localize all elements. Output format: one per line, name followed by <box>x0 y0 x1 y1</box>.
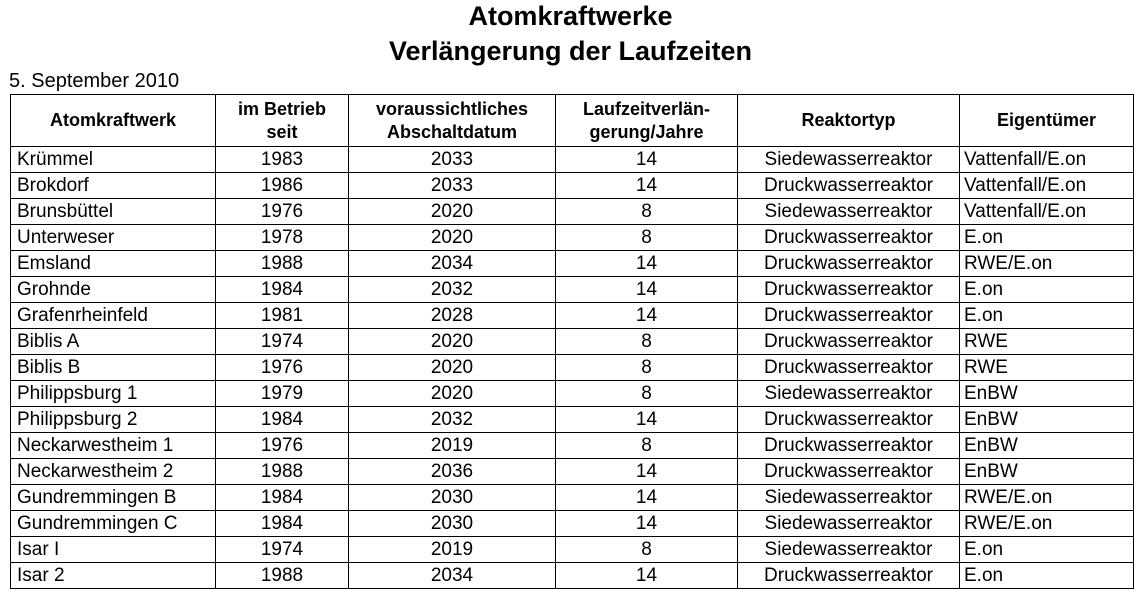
cell-plant: Philippsburg 1 <box>11 381 216 407</box>
cell-owner: Vattenfall/E.on <box>960 199 1134 225</box>
cell-shutdown-date: 2032 <box>349 277 556 303</box>
cell-owner: RWE <box>960 355 1134 381</box>
cell-in-operation-since: 1979 <box>216 381 349 407</box>
cell-plant: Grafenrheinfeld <box>11 303 216 329</box>
cell-reactor-type: Druckwasserreaktor <box>738 355 960 381</box>
cell-extension-years: 14 <box>556 277 738 303</box>
cell-plant: Gundremmingen C <box>11 511 216 537</box>
cell-plant: Neckarwestheim 1 <box>11 433 216 459</box>
cell-owner: E.on <box>960 537 1134 563</box>
cell-shutdown-date: 2032 <box>349 407 556 433</box>
cell-shutdown-date: 2020 <box>349 381 556 407</box>
cell-owner: RWE/E.on <box>960 511 1134 537</box>
cell-extension-years: 8 <box>556 199 738 225</box>
cell-in-operation-since: 1981 <box>216 303 349 329</box>
cell-extension-years: 8 <box>556 329 738 355</box>
cell-reactor-type: Siedewasserreaktor <box>738 147 960 173</box>
document-date: 5. September 2010 <box>9 70 180 92</box>
cell-plant: Biblis B <box>11 355 216 381</box>
cell-extension-years: 14 <box>556 251 738 277</box>
table-row <box>11 381 1134 407</box>
cell-in-operation-since: 1983 <box>216 147 349 173</box>
cell-extension-years: 8 <box>556 433 738 459</box>
cell-shutdown-date: 2033 <box>349 147 556 173</box>
cell-extension-years: 8 <box>556 381 738 407</box>
cell-extension-years: 14 <box>556 485 738 511</box>
cell-extension-years: 8 <box>556 355 738 381</box>
cell-plant: Unterweser <box>11 225 216 251</box>
cell-extension-years: 14 <box>556 303 738 329</box>
table-row <box>11 459 1134 485</box>
cell-shutdown-date: 2030 <box>349 511 556 537</box>
header-shutdown-date: voraussichtliches Abschaltdatum <box>349 95 556 147</box>
table-row <box>11 563 1134 589</box>
cell-in-operation-since: 1984 <box>216 407 349 433</box>
cell-plant: Grohnde <box>11 277 216 303</box>
cell-owner: E.on <box>960 225 1134 251</box>
cell-shutdown-date: 2020 <box>349 355 556 381</box>
cell-in-operation-since: 1988 <box>216 459 349 485</box>
cell-shutdown-date: 2030 <box>349 485 556 511</box>
cell-plant: Philippsburg 2 <box>11 407 216 433</box>
cell-owner: EnBW <box>960 407 1134 433</box>
cell-reactor-type: Siedewasserreaktor <box>738 511 960 537</box>
table-row <box>11 173 1134 199</box>
cell-shutdown-date: 2036 <box>349 459 556 485</box>
cell-in-operation-since: 1988 <box>216 251 349 277</box>
cell-in-operation-since: 1984 <box>216 277 349 303</box>
cell-owner: Vattenfall/E.on <box>960 173 1134 199</box>
table-row <box>11 537 1134 563</box>
cell-reactor-type: Druckwasserreaktor <box>738 329 960 355</box>
cell-extension-years: 14 <box>556 511 738 537</box>
cell-plant: Biblis A <box>11 329 216 355</box>
cell-extension-years: 14 <box>556 147 738 173</box>
header-in-operation-since: im Betrieb seit <box>216 95 349 147</box>
table-row <box>11 407 1134 433</box>
table-row <box>11 225 1134 251</box>
cell-owner: EnBW <box>960 381 1134 407</box>
cell-owner: RWE/E.on <box>960 251 1134 277</box>
cell-reactor-type: Siedewasserreaktor <box>738 537 960 563</box>
cell-owner: EnBW <box>960 459 1134 485</box>
cell-reactor-type: Druckwasserreaktor <box>738 459 960 485</box>
cell-shutdown-date: 2020 <box>349 199 556 225</box>
table-row <box>11 433 1134 459</box>
table-row <box>11 485 1134 511</box>
cell-in-operation-since: 1978 <box>216 225 349 251</box>
cell-shutdown-date: 2034 <box>349 563 556 589</box>
cell-in-operation-since: 1974 <box>216 537 349 563</box>
page-title: Atomkraftwerke <box>468 1 673 31</box>
cell-reactor-type: Druckwasserreaktor <box>738 251 960 277</box>
cell-reactor-type: Druckwasserreaktor <box>738 563 960 589</box>
cell-reactor-type: Druckwasserreaktor <box>738 407 960 433</box>
cell-plant: Krümmel <box>11 147 216 173</box>
table-row <box>11 511 1134 537</box>
cell-shutdown-date: 2033 <box>349 173 556 199</box>
header-reactor-type: Reaktortyp <box>738 95 960 147</box>
cell-extension-years: 14 <box>556 563 738 589</box>
cell-owner: E.on <box>960 303 1134 329</box>
table-row <box>11 251 1134 277</box>
cell-plant: Brunsbüttel <box>11 199 216 225</box>
cell-owner: RWE/E.on <box>960 485 1134 511</box>
cell-reactor-type: Siedewasserreaktor <box>738 381 960 407</box>
cell-plant: Brokdorf <box>11 173 216 199</box>
power-plants-table <box>10 94 1134 589</box>
cell-reactor-type: Druckwasserreaktor <box>738 277 960 303</box>
table-row <box>11 199 1134 225</box>
cell-extension-years: 8 <box>556 225 738 251</box>
cell-in-operation-since: 1988 <box>216 563 349 589</box>
page-subtitle: Verlängerung der Laufzeiten <box>388 36 753 66</box>
cell-owner: EnBW <box>960 433 1134 459</box>
cell-owner: RWE <box>960 329 1134 355</box>
cell-in-operation-since: 1976 <box>216 355 349 381</box>
cell-reactor-type: Siedewasserreaktor <box>738 485 960 511</box>
cell-in-operation-since: 1984 <box>216 511 349 537</box>
cell-reactor-type: Druckwasserreaktor <box>738 225 960 251</box>
cell-extension-years: 14 <box>556 173 738 199</box>
cell-shutdown-date: 2019 <box>349 537 556 563</box>
table-row <box>11 329 1134 355</box>
cell-plant: Emsland <box>11 251 216 277</box>
cell-in-operation-since: 1974 <box>216 329 349 355</box>
cell-reactor-type: Druckwasserreaktor <box>738 303 960 329</box>
cell-plant: Neckarwestheim 2 <box>11 459 216 485</box>
header-owner: Eigentümer <box>960 95 1134 147</box>
cell-in-operation-since: 1984 <box>216 485 349 511</box>
cell-plant: Gundremmingen B <box>11 485 216 511</box>
cell-shutdown-date: 2028 <box>349 303 556 329</box>
header-plant: Atomkraftwerk <box>11 95 216 147</box>
cell-extension-years: 14 <box>556 459 738 485</box>
cell-shutdown-date: 2019 <box>349 433 556 459</box>
cell-extension-years: 14 <box>556 407 738 433</box>
table-row <box>11 277 1134 303</box>
table-header-row <box>11 95 1134 147</box>
cell-extension-years: 8 <box>556 537 738 563</box>
table-row <box>11 303 1134 329</box>
table-row <box>11 147 1134 173</box>
cell-reactor-type: Druckwasserreaktor <box>738 173 960 199</box>
cell-reactor-type: Druckwasserreaktor <box>738 433 960 459</box>
cell-shutdown-date: 2020 <box>349 329 556 355</box>
cell-shutdown-date: 2034 <box>349 251 556 277</box>
cell-plant: Isar 2 <box>11 563 216 589</box>
cell-owner: E.on <box>960 563 1134 589</box>
cell-shutdown-date: 2020 <box>349 225 556 251</box>
cell-owner: E.on <box>960 277 1134 303</box>
header-extension-years: Laufzeitverlän- gerung/Jahre <box>556 95 738 147</box>
cell-in-operation-since: 1976 <box>216 199 349 225</box>
table-row <box>11 355 1134 381</box>
cell-reactor-type: Siedewasserreaktor <box>738 199 960 225</box>
cell-owner: Vattenfall/E.on <box>960 147 1134 173</box>
cell-in-operation-since: 1976 <box>216 433 349 459</box>
cell-plant: Isar I <box>11 537 216 563</box>
cell-in-operation-since: 1986 <box>216 173 349 199</box>
